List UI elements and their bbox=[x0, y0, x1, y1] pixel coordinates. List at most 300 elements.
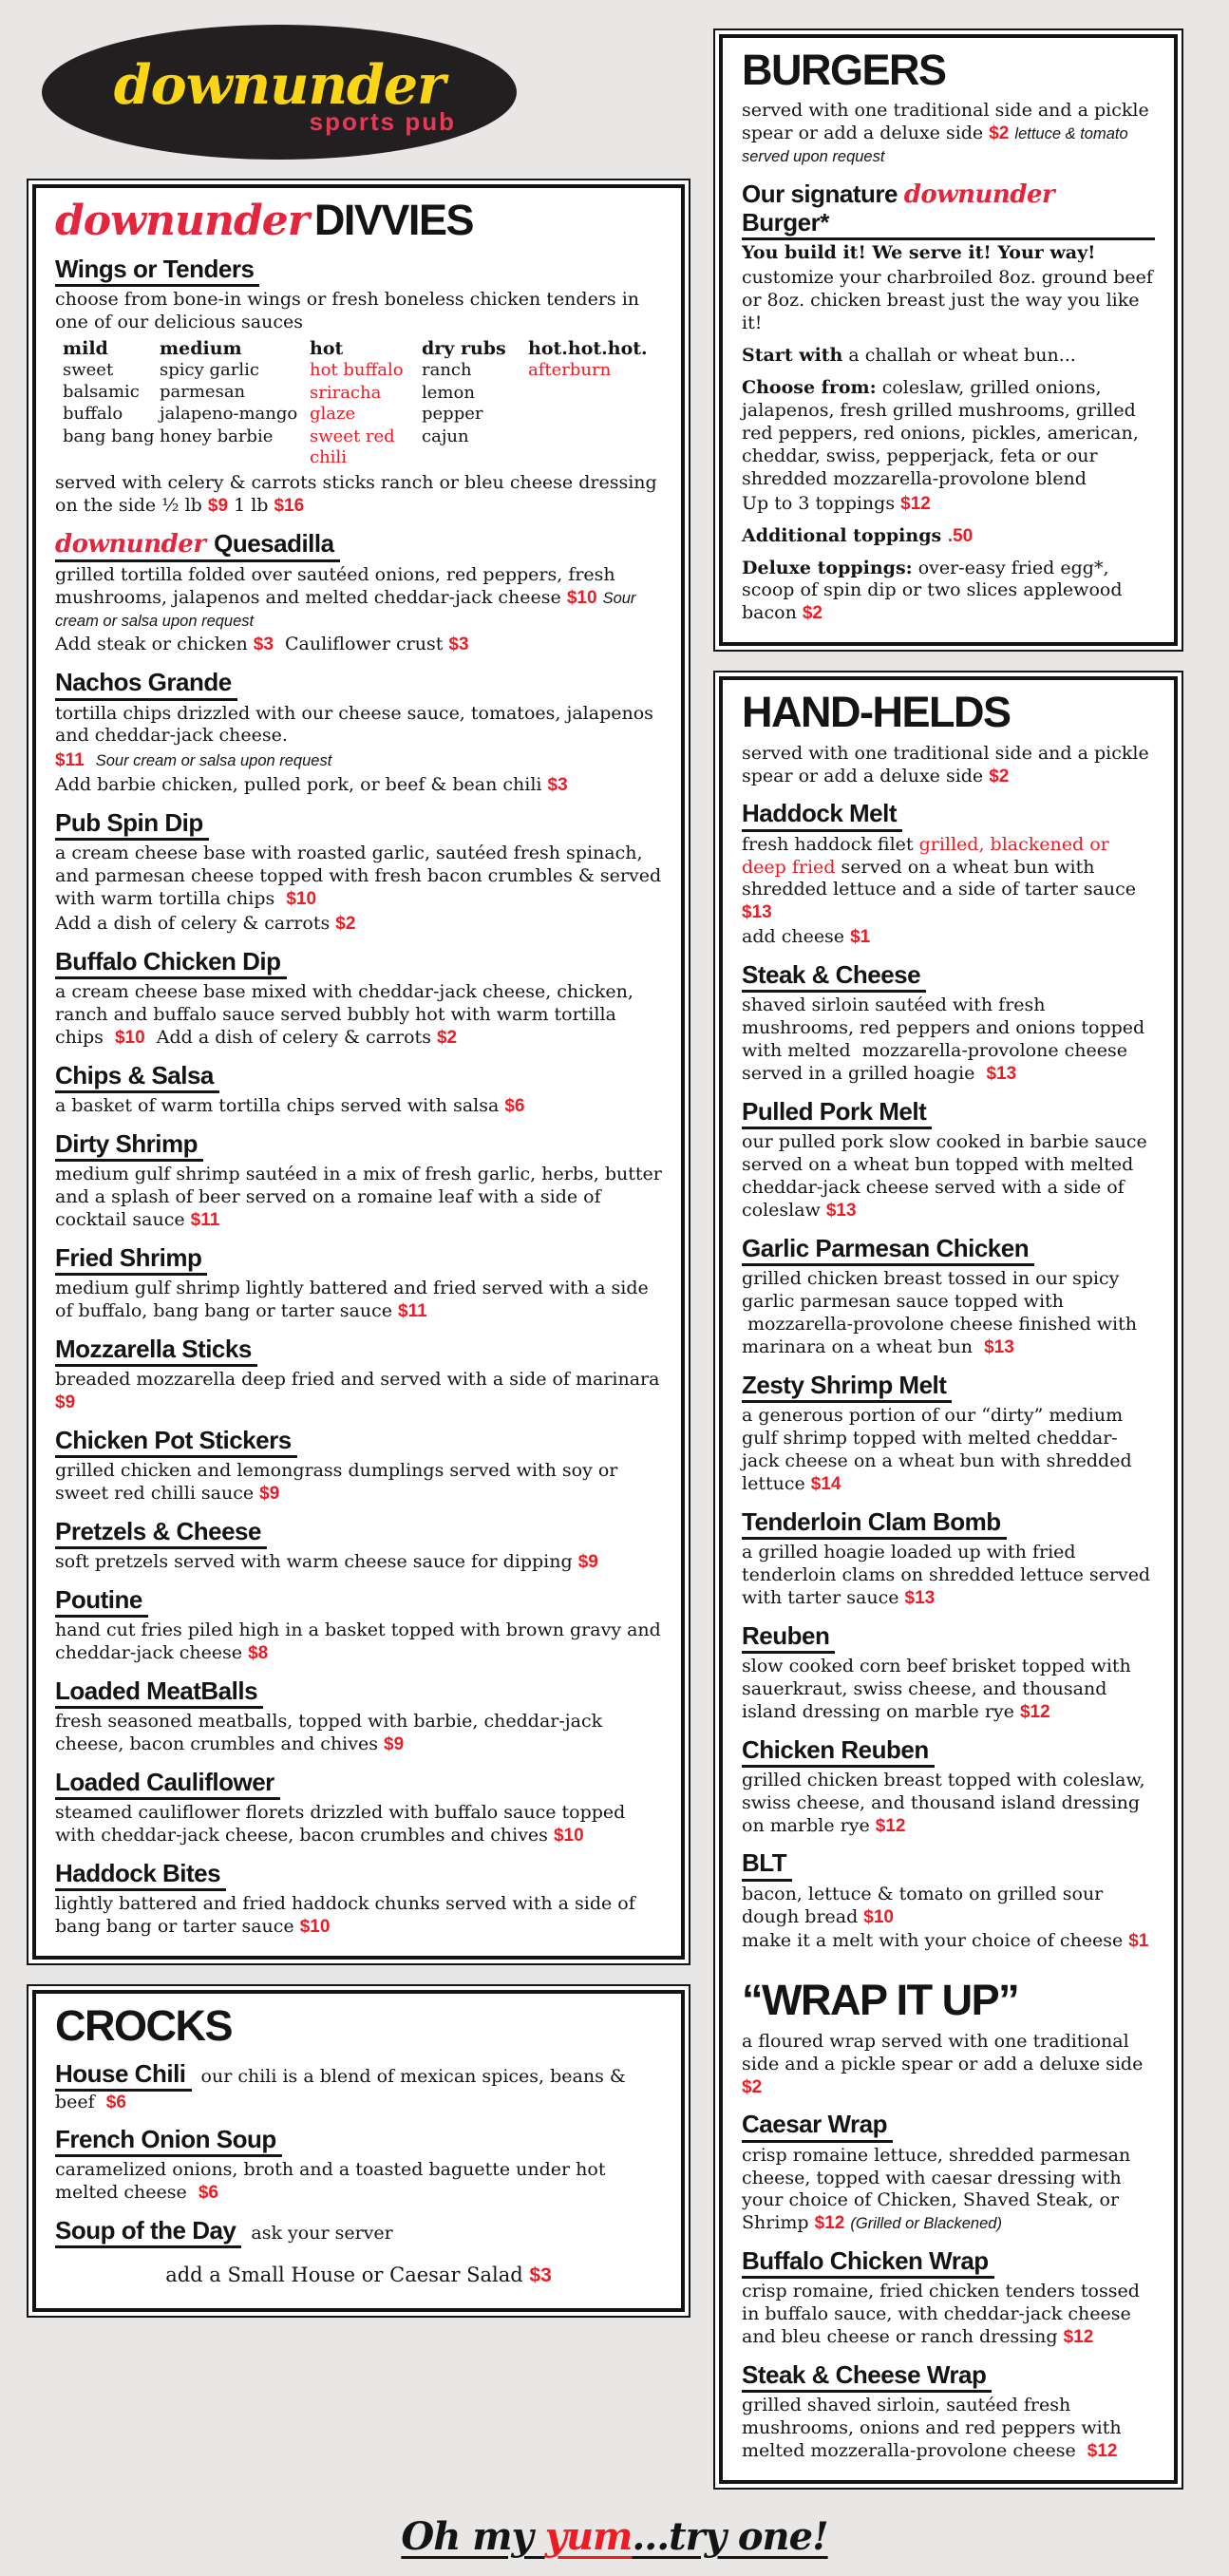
text-span: Mozzarella Sticks bbox=[55, 1335, 252, 1363]
wing-sauce-column bbox=[422, 336, 528, 470]
item-title-row bbox=[742, 1372, 1155, 1403]
wing-sauce-column bbox=[63, 336, 160, 470]
item-title bbox=[55, 2126, 282, 2157]
panel-handhelds-inner bbox=[719, 676, 1178, 2484]
item-desc bbox=[55, 1711, 662, 1756]
logo-name: downunder bbox=[113, 52, 445, 117]
text-span: coleslaw, grilled onions, jalapenos, fresh grilled mushrooms, grilled red peppers, red onions, pickles, american, cheddar, swiss, pepperjack, feta or our shredded mozzarella-provolone blend bbox=[742, 376, 1139, 489]
text-span: Chips & Salsa bbox=[55, 1061, 214, 1090]
crocks-header bbox=[55, 2000, 662, 2050]
price: $2 bbox=[436, 1028, 458, 1049]
text-span: yum bbox=[544, 2514, 633, 2560]
wing-sauce-column bbox=[160, 336, 310, 470]
item-title-row bbox=[742, 800, 1155, 831]
item-desc bbox=[742, 377, 1155, 491]
item-desc bbox=[55, 1095, 662, 1118]
price: $9 bbox=[384, 1734, 405, 1755]
text-span: served on a wheat bun with shredded lettuce and a side of tarter sauce bbox=[742, 856, 1137, 900]
text-span: House Chili bbox=[55, 2059, 186, 2089]
item-title bbox=[742, 1849, 792, 1881]
text-span: medium gulf shrimp lightly battered and fried served with a side of buffalo, bang bang or tarter sauce bbox=[55, 1278, 649, 1322]
price: $12 bbox=[875, 1815, 906, 1836]
menu-item bbox=[55, 1586, 662, 1665]
price: $12 bbox=[900, 493, 931, 514]
text-span: BLT bbox=[742, 1848, 787, 1878]
text-span: downunder bbox=[55, 529, 215, 559]
item-desc bbox=[742, 242, 1155, 265]
right-column bbox=[713, 28, 1183, 2509]
menu-item bbox=[55, 1860, 662, 1939]
text-span: a cream cheese base with roasted garlic, sautéed fresh spinach, and parmesan cheese topped with fresh bacon crumbles & served with warm tortilla chips bbox=[55, 843, 662, 910]
menu-item bbox=[55, 1130, 662, 1232]
item-title-row bbox=[55, 1244, 662, 1276]
item-desc bbox=[55, 774, 662, 797]
wing-sauce-heat-level: dry rubs bbox=[422, 338, 506, 360]
price: $8 bbox=[248, 1643, 269, 1664]
item-title-row bbox=[55, 1062, 662, 1093]
item-desc bbox=[742, 1656, 1155, 1724]
item-desc bbox=[742, 2281, 1155, 2349]
text-span: a cream cheese base mixed with cheddar-jack cheese, chicken, ranch and buffalo sauce served bubbly hot with warm tortilla chips bbox=[55, 981, 633, 1049]
text-span: breaded mozzarella deep fried and served with a side of marinara bbox=[55, 1369, 660, 1391]
item-desc bbox=[742, 525, 1155, 548]
price: $11 bbox=[398, 1301, 427, 1322]
text-span: grilled, blackened or deep fried bbox=[742, 833, 1109, 878]
price: $2 bbox=[989, 123, 1010, 144]
text-span: Caesar Wrap bbox=[742, 2110, 887, 2139]
text-span: Buffalo Chicken Dip bbox=[55, 947, 281, 976]
item-title-row bbox=[55, 2126, 662, 2157]
menu-item bbox=[742, 1098, 1155, 1222]
section-intro bbox=[742, 100, 1155, 168]
item-title-row bbox=[55, 1860, 662, 1891]
price: $6 bbox=[198, 2183, 218, 2204]
item-desc bbox=[55, 1164, 662, 1232]
text-span: Add barbie chicken, pulled pork, or beef & bean chili bbox=[55, 774, 548, 796]
price: $9 bbox=[259, 1484, 280, 1505]
price: $6 bbox=[504, 1096, 525, 1117]
item-title bbox=[742, 1508, 1007, 1540]
text-span: 1 lb bbox=[228, 494, 274, 516]
menu-item bbox=[742, 1372, 1155, 1496]
menu-item bbox=[55, 1244, 662, 1323]
wing-sauce-heat-level: medium bbox=[160, 338, 242, 360]
menu-item bbox=[55, 2217, 662, 2248]
item-title-row bbox=[55, 2060, 662, 2113]
item-title-row bbox=[742, 1235, 1155, 1266]
price: $9 bbox=[55, 1392, 76, 1413]
divvies-header-text: DIVVIES bbox=[313, 196, 473, 244]
text-span: customize your charbroiled 8oz. ground beef or 8oz. chicken breast just the way you like it! bbox=[742, 267, 1153, 334]
text-span: Reuben bbox=[742, 1620, 830, 1650]
wing-sauce: hot buffalo bbox=[310, 360, 404, 381]
menu-item bbox=[55, 530, 662, 657]
text-span: caramelized onions, broth and a toasted baguette under hot melted cheese bbox=[55, 2159, 606, 2204]
text-span: Haddock Melt bbox=[742, 799, 898, 828]
wing-sauce: cajun bbox=[422, 426, 469, 446]
panel-divvies-inner bbox=[32, 184, 685, 1960]
item-title-row bbox=[742, 1736, 1155, 1768]
divvies-items bbox=[55, 256, 662, 1939]
text-span: choose from bone-in wings or fresh boneless chicken tenders in one of our delicious sauces bbox=[55, 289, 640, 333]
item-title bbox=[55, 669, 237, 700]
item-desc bbox=[55, 913, 662, 936]
item-title bbox=[742, 1235, 1034, 1266]
menu-item bbox=[742, 1235, 1155, 1359]
item-title bbox=[55, 809, 209, 841]
price: $12 bbox=[1019, 1701, 1050, 1722]
menu-item bbox=[742, 800, 1155, 949]
item-title bbox=[742, 1622, 835, 1654]
text-span: Loaded MeatBalls bbox=[55, 1676, 258, 1705]
price: .50 bbox=[947, 525, 974, 546]
text-span: ask your server bbox=[251, 2223, 393, 2245]
text-span: fresh haddock filet bbox=[742, 833, 919, 855]
item-desc bbox=[55, 564, 662, 633]
item-title-row bbox=[55, 1769, 662, 1800]
text-span: Tenderloin Clam Bomb bbox=[742, 1506, 1001, 1536]
text-span: a generous portion of our “dirty” medium gulf shrimp topped with melted cheddar-jack cheese on a wheat bun with shredded lettuce bbox=[742, 1404, 1132, 1494]
item-desc bbox=[55, 1619, 662, 1665]
item-title bbox=[55, 2217, 241, 2248]
text-span: steamed cauliflower florets drizzled with buffalo sauce topped with cheddar-jack cheese, bacon crumbles and chives bbox=[55, 1802, 626, 1847]
menu-tagline bbox=[0, 2514, 1229, 2559]
menu-item bbox=[742, 180, 1155, 625]
section-intro bbox=[742, 2031, 1155, 2099]
item-desc bbox=[742, 1930, 1155, 1953]
text-span: Poutine bbox=[55, 1585, 142, 1615]
menu-item bbox=[55, 2060, 662, 2113]
text-span: shaved sirloin sautéed with fresh mushrooms, red peppers and onions topped with melted mozzarella-provolone cheese served in a grilled hoagie bbox=[742, 994, 1145, 1085]
item-title bbox=[742, 2247, 994, 2279]
item-title-row bbox=[55, 1130, 662, 1162]
text-span: Loaded Cauliflower bbox=[55, 1767, 274, 1796]
panel-crocks-inner bbox=[32, 1990, 685, 2312]
handhelds-header-text: HAND-HELDS bbox=[742, 688, 1011, 737]
menu-item bbox=[742, 1736, 1155, 1838]
panel-divvies bbox=[27, 179, 690, 1965]
text-span: Up to 3 toppings bbox=[742, 492, 901, 514]
wing-sauce-table bbox=[63, 336, 662, 470]
item-desc bbox=[742, 834, 1155, 925]
text-span: Oh my bbox=[401, 2514, 545, 2560]
crocks-items bbox=[55, 2060, 662, 2248]
item-title-row bbox=[55, 2217, 662, 2248]
text-span: tortilla chips drizzled with our cheese sauce, tomatoes, jalapenos and cheddar-jack cheese. bbox=[55, 702, 653, 747]
crocks-footer bbox=[55, 2263, 662, 2287]
burgers-intro bbox=[742, 100, 1155, 168]
item-title bbox=[742, 2361, 992, 2393]
text-span: Soup of the Day bbox=[55, 2216, 236, 2245]
item-desc bbox=[742, 2145, 1155, 2236]
item-footer bbox=[55, 472, 662, 518]
item-title-row bbox=[55, 1677, 662, 1709]
text-span: medium gulf shrimp sautéed in a mix of fresh garlic, herbs, butter and a splash of beer served on a romaine leaf with a side of cocktail sauce bbox=[55, 1164, 662, 1231]
text-span: Sour cream or salsa upon request bbox=[55, 589, 636, 630]
text-span: a basket of warm tortilla chips served with salsa bbox=[55, 1095, 505, 1117]
item-desc bbox=[55, 1369, 662, 1414]
item-title-row bbox=[55, 948, 662, 979]
menu-item bbox=[742, 2361, 1155, 2463]
price: $12 bbox=[1063, 2327, 1094, 2348]
text-span: crisp romaine, fried chicken tenders tossed in buffalo sauce, with cheddar-jack cheese and bleu cheese or ranch dressing bbox=[742, 2281, 1140, 2348]
text-span: served with celery & carrots sticks ranch or bleu cheese dressing on the side ½ lb bbox=[55, 471, 657, 516]
item-title-row bbox=[742, 2247, 1155, 2279]
item-title bbox=[55, 1062, 219, 1093]
item-desc bbox=[742, 1405, 1155, 1496]
item-title bbox=[55, 1518, 267, 1549]
item-title bbox=[55, 948, 287, 979]
menu-item bbox=[742, 1508, 1155, 1610]
item-title-row bbox=[742, 1508, 1155, 1540]
text-span: Fried Shrimp bbox=[55, 1243, 202, 1273]
price: $12 bbox=[1087, 2441, 1118, 2462]
item-title bbox=[742, 2111, 893, 2142]
price: $2 bbox=[742, 2076, 763, 2097]
text-span: add cheese bbox=[742, 926, 851, 948]
price: $2 bbox=[989, 766, 1010, 786]
text-span: Pub Spin Dip bbox=[55, 808, 203, 838]
price: $6 bbox=[105, 2093, 126, 2113]
item-title bbox=[742, 180, 1155, 240]
text-span: Start with bbox=[742, 345, 843, 367]
item-title-row bbox=[55, 1427, 662, 1458]
item-title bbox=[742, 1736, 935, 1768]
wing-sauce: sweet balsamic bbox=[63, 360, 140, 402]
menu-item bbox=[55, 1062, 662, 1118]
price: $2 bbox=[802, 603, 822, 624]
crocks-header-text: CROCKS bbox=[55, 2000, 233, 2050]
item-title bbox=[55, 1130, 203, 1162]
item-desc bbox=[742, 2395, 1155, 2463]
wing-sauce: buffalo bbox=[63, 404, 123, 425]
price: $11 bbox=[55, 750, 85, 771]
item-desc bbox=[742, 1131, 1155, 1222]
text-span: Add a dish of celery & carrots bbox=[55, 913, 336, 935]
menu-item bbox=[742, 1849, 1155, 1953]
text-span: Our signature bbox=[742, 180, 904, 209]
menu-item bbox=[55, 1677, 662, 1756]
text-span: served with one traditional side and a pickle spear or add a deluxe side bbox=[742, 742, 1149, 786]
divvies-header bbox=[55, 198, 662, 243]
text-span: Deluxe toppings: bbox=[742, 557, 913, 578]
text-span: over-easy fried egg*, scoop of spin dip or two slices applewood bacon bbox=[742, 557, 1123, 624]
wing-sauce: lemon pepper bbox=[422, 382, 483, 425]
menu-item bbox=[742, 2111, 1155, 2235]
menu-item bbox=[55, 1335, 662, 1414]
item-desc bbox=[55, 1551, 662, 1574]
item-desc bbox=[742, 493, 1155, 516]
item-title bbox=[55, 1244, 207, 1276]
text-span: Pretzels & Cheese bbox=[55, 1516, 261, 1545]
item-title bbox=[55, 1677, 263, 1709]
text-span: Buffalo Chicken Wrap bbox=[742, 2246, 989, 2276]
item-title-row bbox=[55, 1586, 662, 1618]
logo bbox=[42, 25, 517, 160]
menu-item bbox=[55, 669, 662, 797]
handhelds-header bbox=[742, 688, 1155, 737]
text-span: You build it! We serve it! Your way! bbox=[742, 242, 1096, 264]
item-title-row bbox=[55, 1518, 662, 1549]
item-title-row bbox=[55, 256, 662, 287]
text-span: lightly battered and fried haddock chunks served with a side of bang bang or tarter sauce bbox=[55, 1893, 635, 1938]
wing-sauce: spicy garlic parmesan bbox=[160, 360, 259, 402]
price: $9 bbox=[207, 495, 229, 516]
price: $14 bbox=[810, 1473, 841, 1494]
text-span: grilled chicken breast tossed in our spicy garlic parmesan sauce topped with mozzarella-provolone cheese finished with marinara on a wheat bun bbox=[742, 1268, 1137, 1357]
price: $1 bbox=[850, 927, 871, 948]
item-desc bbox=[742, 267, 1155, 335]
item-title bbox=[742, 1372, 952, 1403]
price: $10 bbox=[566, 587, 597, 608]
wing-sauce-column bbox=[310, 336, 422, 470]
item-desc bbox=[55, 703, 662, 748]
item-desc bbox=[742, 994, 1155, 1086]
wing-sauce: sriracha glaze bbox=[310, 382, 382, 425]
text-span: Choose from: bbox=[742, 376, 877, 398]
text-span: Quesadilla bbox=[214, 528, 334, 558]
item-desc bbox=[55, 749, 662, 772]
item-title bbox=[55, 1586, 148, 1618]
item-title-row bbox=[742, 961, 1155, 993]
menu-item bbox=[55, 256, 662, 517]
wrapitup-items bbox=[742, 2111, 1155, 2463]
item-desc bbox=[742, 1770, 1155, 1838]
text-span: Cauliflower crust bbox=[273, 634, 449, 655]
menu-item bbox=[742, 1622, 1155, 1724]
wrapitup-header bbox=[742, 1976, 1155, 2025]
wrapitup-header-text: “WRAP IT UP” bbox=[742, 1976, 1019, 2025]
text-span: Chicken Pot Stickers bbox=[55, 1425, 292, 1454]
text-span: Garlic Parmesan Chicken bbox=[742, 1233, 1030, 1262]
text-span: bacon, lettuce & tomato on grilled sour dough bread bbox=[742, 1883, 1104, 1927]
wing-sauce-heat-level: hot bbox=[310, 338, 344, 360]
price: $10 bbox=[114, 1028, 145, 1049]
text-span: grilled chicken breast topped with coleslaw, swiss cheese, and thousand island dressing on marble rye bbox=[742, 1769, 1145, 1836]
menu-item bbox=[55, 1518, 662, 1574]
wing-sauce-heat-level: mild bbox=[63, 338, 108, 360]
text-span: Additional toppings bbox=[742, 524, 948, 546]
text-span: Chicken Reuben bbox=[742, 1734, 929, 1764]
price: $3 bbox=[253, 635, 274, 655]
item-desc bbox=[55, 1802, 662, 1847]
item-title-row bbox=[55, 809, 662, 841]
burgers-items bbox=[742, 180, 1155, 625]
text-span: Add steak or chicken bbox=[55, 634, 254, 655]
item-title bbox=[55, 1335, 257, 1367]
price: $9 bbox=[577, 1552, 598, 1573]
text-span: make it a melt with your choice of cheese bbox=[742, 1930, 1129, 1952]
burgers-header bbox=[742, 47, 1155, 92]
price: $10 bbox=[299, 1917, 331, 1938]
item-title bbox=[55, 530, 340, 562]
menu-item bbox=[55, 948, 662, 1050]
text-span: (Grilled or Blackened) bbox=[850, 2215, 1002, 2233]
panel-burgers bbox=[713, 28, 1183, 652]
item-desc bbox=[55, 1278, 662, 1323]
divvies-header-script: downunder bbox=[55, 197, 309, 245]
item-desc bbox=[55, 1460, 662, 1506]
text-span: Steak & Cheese bbox=[742, 960, 921, 990]
panel-crocks bbox=[27, 1984, 690, 2318]
menu-item bbox=[742, 961, 1155, 1086]
item-desc bbox=[742, 558, 1155, 626]
text-span: served with one traditional side and a pickle spear or add a deluxe side bbox=[742, 100, 1149, 144]
text-span bbox=[85, 749, 96, 770]
text-span: hand cut fries piled high in a basket topped with brown gravy and cheddar-jack cheese bbox=[55, 1619, 661, 1664]
item-title-row bbox=[55, 669, 662, 700]
item-title bbox=[55, 2060, 192, 2092]
price: $16 bbox=[274, 495, 305, 516]
text-span: Nachos Grande bbox=[55, 668, 232, 697]
text-span: Dirty Shrimp bbox=[55, 1129, 199, 1159]
item-title-row bbox=[742, 180, 1155, 240]
item-title bbox=[55, 1860, 226, 1891]
item-title-row bbox=[55, 530, 662, 562]
text-span: lettuce & tomato served upon request bbox=[742, 125, 1128, 166]
item-inline-desc bbox=[251, 2223, 392, 2244]
text-span: add a Small House or Caesar Salad bbox=[165, 2263, 530, 2287]
item-title-row bbox=[742, 1849, 1155, 1881]
item-desc bbox=[742, 1884, 1155, 1929]
item-title bbox=[742, 1098, 932, 1129]
wing-sauce: honey barbie bbox=[160, 426, 274, 446]
item-title bbox=[55, 256, 259, 287]
wing-sauce-heat-level: hot.hot.hot. bbox=[528, 338, 648, 360]
price: $1 bbox=[1128, 1931, 1149, 1952]
item-desc bbox=[55, 981, 662, 1050]
menu-item bbox=[55, 2126, 662, 2205]
item-title bbox=[55, 1427, 297, 1458]
text-span: downunder bbox=[903, 180, 1055, 210]
item-title-row bbox=[742, 1098, 1155, 1129]
item-title-row bbox=[742, 2361, 1155, 2393]
text-span: grilled chicken and lemongrass dumplings served with soy or sweet red chilli sauce bbox=[55, 1460, 618, 1505]
item-desc bbox=[742, 1268, 1155, 1359]
item-desc bbox=[55, 2159, 662, 2205]
price: $13 bbox=[984, 1336, 1014, 1357]
wing-sauce: bang bang bbox=[63, 426, 155, 446]
price: $3 bbox=[448, 635, 469, 655]
item-desc bbox=[55, 843, 662, 911]
price: $12 bbox=[814, 2213, 845, 2234]
price: $13 bbox=[986, 1064, 1017, 1085]
text-span: fresh seasoned meatballs, topped with barbie, cheddar-jack cheese, bacon crumbles and chives bbox=[55, 1711, 603, 1755]
price: $10 bbox=[286, 889, 317, 910]
item-title-row bbox=[742, 1622, 1155, 1654]
handhelds-intro bbox=[742, 743, 1155, 788]
text-span: Sour cream or salsa upon request bbox=[95, 752, 332, 770]
wing-sauce: ranch bbox=[422, 360, 472, 381]
price: $3 bbox=[529, 2264, 552, 2287]
burgers-header-text: BURGERS bbox=[742, 46, 946, 94]
left-column bbox=[27, 23, 690, 2509]
price: $13 bbox=[825, 1201, 857, 1222]
text-span: Burger* bbox=[742, 208, 829, 237]
item-title-row bbox=[742, 2111, 1155, 2142]
item-desc bbox=[55, 1893, 662, 1939]
item-desc bbox=[742, 1542, 1155, 1610]
text-span: Zesty Shrimp Melt bbox=[742, 1370, 947, 1399]
item-desc bbox=[742, 926, 1155, 949]
text-span: soft pretzels served with warm cheese sauce for dipping bbox=[55, 1551, 578, 1573]
menu-item bbox=[55, 1769, 662, 1847]
wing-sauce: jalapeno-mango bbox=[160, 404, 298, 425]
item-desc bbox=[742, 345, 1155, 368]
text-span: Haddock Bites bbox=[55, 1858, 221, 1887]
text-span: French Onion Soup bbox=[55, 2125, 276, 2154]
price: $10 bbox=[553, 1826, 584, 1847]
